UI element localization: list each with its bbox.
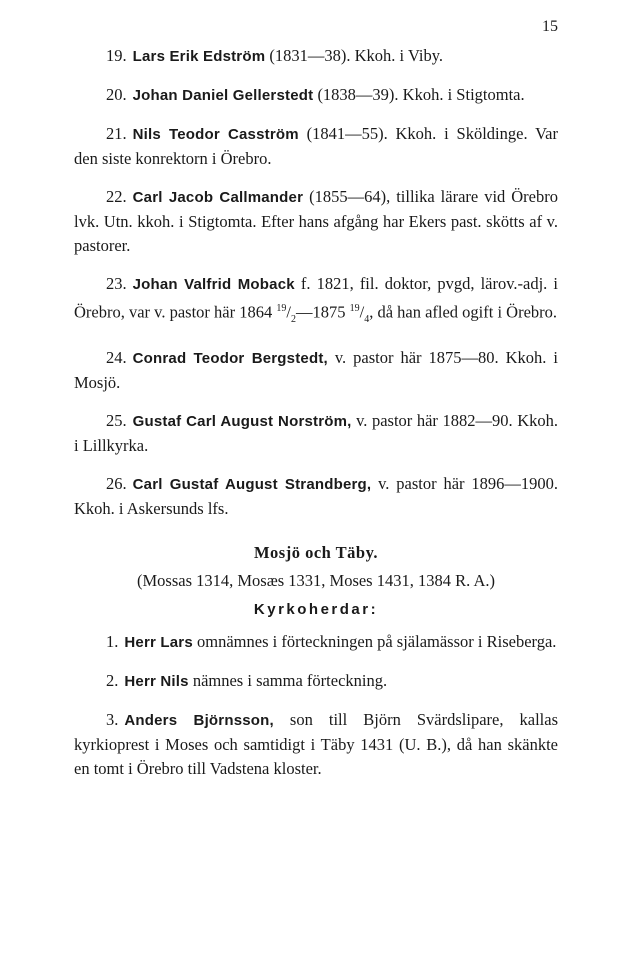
entry-26 <box>74 472 558 521</box>
entry-name: Herr Lars <box>124 633 193 651</box>
entry-text: —1875 <box>295 302 350 322</box>
fraction-denominator: 2 <box>290 313 296 325</box>
entry-21 <box>74 122 558 171</box>
entry-text: (1841—55). Kkoh. i Sköldinge. Var den siste konrektorn i Örebro. <box>74 124 558 168</box>
entry-name: Anders Björnsson, <box>124 711 274 729</box>
entry-number: 3. <box>106 709 119 729</box>
entry-text: nämnes i samma förteckning. <box>188 670 388 690</box>
section-subtitle: Kyrkoherdar: <box>253 600 379 618</box>
entry-number: 26. <box>106 473 127 493</box>
entry-name: Lars Erik Edström <box>132 48 266 65</box>
entry-name: Carl Gustaf August Strandberg, <box>132 475 372 493</box>
section-title: Mosjö och Täby. <box>253 542 379 562</box>
entry-name: Johan Valfrid Moback <box>132 276 295 293</box>
entry-number: 25. <box>106 410 127 430</box>
fraction-numerator: 19 <box>276 303 287 314</box>
fraction-numerator: 19 <box>349 303 360 314</box>
entry-text: v. pastor här 1875—80. Kkoh. i Mosjö. <box>74 347 558 392</box>
entry-text: , då han afled ogift i Örebro. <box>369 302 558 322</box>
entry-number: 23. <box>106 274 127 293</box>
entry-1 <box>74 630 558 655</box>
entry-name: Herr Nils <box>124 672 189 690</box>
entry-name: Carl Jacob Callmander <box>132 189 304 206</box>
section-note: (Mossas 1314, Mosæs 1331, Moses 1431, 1384 R. A.) <box>137 570 495 590</box>
entry-text: son till Björn Svärdslipare, kallas kyrkioprest i Moses och samtidigt i Täby 1431 (U. B.), då han skänkte en tomt i Örebro till Vadstena kloster. <box>74 709 558 778</box>
entry-name: Johan Daniel Gellerstedt <box>132 87 314 104</box>
entry-number: 1. <box>106 631 119 651</box>
entry-text: (1855—64), tillika lärare vid Örebro lvk. Utn. kkoh. i Stigtomta. Efter hans afgång har Ekers past. skötts af v. pastorer. <box>74 187 558 255</box>
page-number: 15 <box>542 18 558 35</box>
entry-2 <box>74 669 558 694</box>
entry-number: 20. <box>106 85 127 104</box>
entry-text: f. 1821, fil. doktor, pvgd, lärov.-adj. i Örebro, var v. pastor här 1864 <box>74 274 558 322</box>
fraction-denominator: 4 <box>364 313 370 325</box>
entry-number: 21. <box>106 124 127 143</box>
entry-text: v. pastor här 1882—90. Kkoh. i Lillkyrka. <box>74 410 558 455</box>
entry-text: (1838—39). Kkoh. i Stigtomta. <box>313 85 525 104</box>
entry-number: 22. <box>106 187 127 206</box>
entry-text: v. pastor här 1896—1900. Kkoh. i Askersunds lfs. <box>74 473 559 518</box>
entry-19 <box>74 44 558 69</box>
entry-24 <box>74 346 558 395</box>
entry-23: 23. Johan Valfrid Moback f. 1821, fil. doktor, pvgd, lärov.-adj. i Örebro, var v. pastor här 1864 $^{19}/_2—1875$ $^{19}/_4$, då han afled ogift i Örebro. <box>74 274 558 325</box>
page <box>74 18 558 795</box>
entry-number: 24. <box>106 347 127 367</box>
entry-22 <box>74 185 558 258</box>
entry-name: Conrad Teodor Bergstedt, <box>132 349 328 367</box>
entry-name: Gustaf Carl August Norström, <box>132 412 352 430</box>
entry-3 <box>74 708 558 781</box>
entry-text: omnämnes i förteckningen på själamässor i Riseberga. <box>192 631 557 651</box>
entry-20 <box>74 83 558 108</box>
entry-name: Nils Teodor Casström <box>132 126 299 143</box>
entry-number: 19. <box>106 46 127 65</box>
entry-25 <box>74 409 558 458</box>
entry-number: 2. <box>106 670 119 690</box>
entry-text: (1831—38). Kkoh. i Viby. <box>265 46 444 65</box>
